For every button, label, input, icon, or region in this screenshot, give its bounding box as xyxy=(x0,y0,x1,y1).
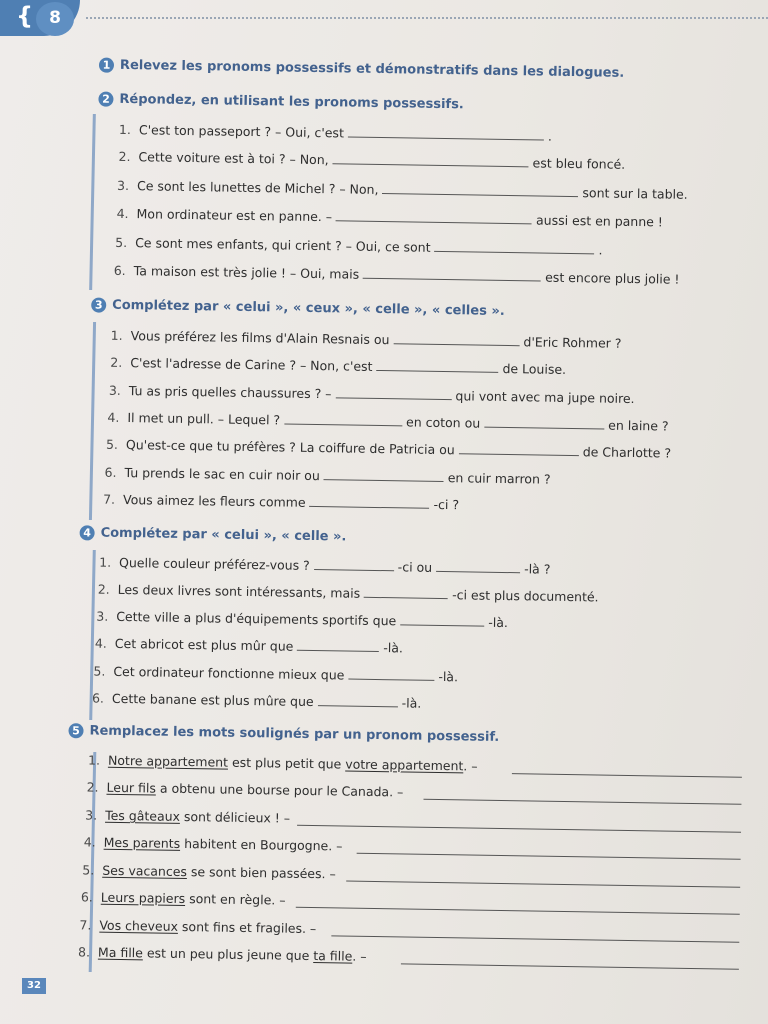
item-text: sont délicieux ! – xyxy=(179,808,291,826)
item-text: Cet abricot est plus mûr que xyxy=(114,635,294,654)
item-text: -ci ou xyxy=(397,559,433,575)
item-text: Cette ville a plus d'équipements sportifs que xyxy=(116,608,397,629)
item-text: est bleu foncé. xyxy=(532,155,626,172)
answer-blank[interactable] xyxy=(382,183,578,197)
underlined-words: Leur fils xyxy=(106,779,157,796)
item-text: en coton ou xyxy=(405,414,481,431)
item-text: Ce sont les lunettes de Michel ? – Non, xyxy=(136,178,379,197)
underlined-words: Tes gâteaux xyxy=(105,807,181,824)
item-text: . xyxy=(598,242,603,258)
item-text: Vous aimez les fleurs comme xyxy=(122,491,306,510)
exercise-item xyxy=(110,355,566,377)
answer-line[interactable] xyxy=(297,825,741,833)
answer-blank[interactable] xyxy=(297,640,379,652)
exercise-item xyxy=(111,328,622,351)
item-text: Quelle couleur préférez-vous ? xyxy=(118,554,310,573)
exercise-item xyxy=(82,862,336,881)
item-number: 2. xyxy=(110,354,123,370)
answer-line[interactable] xyxy=(401,963,739,969)
item-number: 3. xyxy=(96,608,109,624)
answer-blank[interactable] xyxy=(393,333,519,346)
underlined-words: Mes parents xyxy=(103,834,181,851)
item-number: 3. xyxy=(116,177,130,194)
item-text: . – xyxy=(352,948,367,964)
exercise-item xyxy=(103,492,459,513)
exercise-item xyxy=(107,410,668,434)
answer-blank[interactable] xyxy=(333,153,529,167)
item-text: Cette voiture est à toi ? – Non, xyxy=(138,149,329,168)
item-text: Tu as pris quelles chaussures ? – xyxy=(128,383,332,402)
item-number: 6. xyxy=(80,889,93,905)
answer-blank[interactable] xyxy=(324,469,444,482)
item-number: 7. xyxy=(103,491,116,507)
underlined-words: Ses vacances xyxy=(102,862,188,880)
exercise-item xyxy=(79,917,316,936)
item-number: 6. xyxy=(113,262,126,279)
exercise-number-badge: 2 xyxy=(98,92,113,107)
item-text: C'est ton passeport ? – Oui, c'est xyxy=(138,122,345,141)
item-text: habitent en Bourgogne. – xyxy=(180,835,343,854)
chapter-number: 8 xyxy=(36,2,74,36)
item-text: -ci est plus documenté. xyxy=(452,587,599,605)
exercise-instruction: Complétez par « celui », « celle ». xyxy=(100,525,347,545)
item-number: 5. xyxy=(105,436,119,452)
item-number: 2. xyxy=(86,779,99,795)
exercise-instruction: Remplacez les mots soulignés par un pronom possessif. xyxy=(89,723,500,745)
exercise-item xyxy=(109,383,635,406)
exercise-item xyxy=(106,437,671,461)
item-text: est encore plus jolie ! xyxy=(545,269,680,287)
item-number: 1. xyxy=(110,327,123,343)
item-text: Mon ordinateur est en panne. – xyxy=(136,206,333,225)
item-text: . – xyxy=(463,758,478,774)
answer-blank[interactable] xyxy=(318,695,398,707)
item-text: -là. xyxy=(401,695,422,711)
item-text: Ce sont mes enfants, qui crient ? – Oui, ce sont xyxy=(135,235,431,255)
item-number: 5. xyxy=(115,234,128,251)
item-text: sont en règle. – xyxy=(185,891,286,908)
item-number: 4. xyxy=(94,635,107,651)
answer-blank[interactable] xyxy=(314,559,394,571)
item-text: Vous préférez les films d'Alain Resnais ou xyxy=(130,328,390,348)
item-text: est un peu plus jeune que xyxy=(142,945,314,964)
chapter-bracket-icon: { xyxy=(16,2,34,30)
answer-blank[interactable] xyxy=(284,414,402,427)
item-number: 2. xyxy=(118,148,131,165)
item-text: aussi est en panne ! xyxy=(535,212,664,230)
exercise-item xyxy=(114,263,680,287)
exercise-item xyxy=(96,609,508,630)
item-number: 2. xyxy=(97,581,110,597)
exercise-instruction: Relevez les pronoms possessifs et démonstratifs dans les dialogues. xyxy=(119,57,625,81)
underlined-words: Notre appartement xyxy=(107,752,229,770)
underlined-words: ta fille xyxy=(313,948,353,964)
item-number: 5. xyxy=(93,663,106,679)
item-text: de Louise. xyxy=(502,360,567,377)
item-number: 7. xyxy=(79,917,92,933)
exercise-3-heading xyxy=(91,297,505,318)
answer-blank[interactable] xyxy=(364,587,448,599)
item-text: Les deux livres sont intéressants, mais xyxy=(117,581,361,601)
exercise-item xyxy=(81,889,286,907)
exercise-number-badge: 3 xyxy=(91,297,106,312)
answer-blank[interactable] xyxy=(335,387,451,400)
exercise-item xyxy=(115,235,603,258)
underlined-words: Ma fille xyxy=(97,944,144,961)
answer-blank[interactable] xyxy=(436,561,520,573)
exercise-item xyxy=(98,582,599,605)
item-text: sont fins et fragiles. – xyxy=(177,918,317,937)
exercise-item xyxy=(99,555,550,577)
exercise-item xyxy=(119,122,552,144)
answer-line[interactable] xyxy=(346,881,740,888)
exercise-4-heading xyxy=(80,525,347,544)
item-number: 3. xyxy=(85,807,98,823)
exercise-instruction: Répondez, en utilisant les pronoms possessifs. xyxy=(119,91,464,113)
item-text: en laine ? xyxy=(608,417,669,434)
item-number: 1. xyxy=(87,752,101,768)
item-number: 3. xyxy=(108,382,121,398)
answer-line[interactable] xyxy=(331,935,739,942)
exercise-item xyxy=(95,636,403,656)
item-text: -là. xyxy=(383,640,404,656)
item-number: 1. xyxy=(118,121,132,138)
answer-blank[interactable] xyxy=(348,126,544,140)
item-number: 1. xyxy=(99,554,112,570)
item-number: 8. xyxy=(77,944,91,960)
exercise-item xyxy=(117,206,663,230)
answer-blank[interactable] xyxy=(484,417,604,430)
exercise-item xyxy=(118,149,625,172)
exercise-number-badge: 1 xyxy=(99,58,114,73)
exercise-instruction: Complétez par « celui », « ceux », « celle », « celles ». xyxy=(112,297,505,319)
item-text: Cet ordinateur fonctionne mieux que xyxy=(113,663,345,683)
item-text: Ta maison est très jolie ! – Oui, mais xyxy=(133,263,360,282)
item-text: Cette banane est plus mûre que xyxy=(111,690,314,710)
answer-blank[interactable] xyxy=(310,496,430,509)
exercise-item xyxy=(85,807,290,825)
item-text: sont sur la table. xyxy=(582,185,688,202)
item-text: -là. xyxy=(438,668,459,685)
item-text: . xyxy=(547,128,552,144)
answer-blank[interactable] xyxy=(376,360,498,373)
item-number: 4. xyxy=(83,834,96,850)
item-text: Il met un pull. – Lequel ? xyxy=(127,410,281,428)
exercise-item xyxy=(88,752,478,773)
item-text: Qu'est-ce que tu préfères ? La coiffure de Patricia ou xyxy=(125,437,455,458)
item-text: qui vont avec ma jupe noire. xyxy=(455,388,635,407)
answer-line[interactable] xyxy=(423,799,741,805)
exercise-2-heading xyxy=(98,92,464,113)
answer-line[interactable] xyxy=(296,907,740,915)
underlined-words: Leurs papiers xyxy=(100,889,186,907)
underlined-words: votre appartement xyxy=(345,756,464,774)
answer-blank[interactable] xyxy=(435,241,595,255)
exercise-item xyxy=(93,664,458,685)
item-text: C'est l'adresse de Carine ? – Non, c'est xyxy=(130,355,373,374)
exercise-item xyxy=(78,944,367,964)
item-text: d'Eric Rohmer ? xyxy=(523,334,622,351)
page-number: 32 xyxy=(22,978,46,994)
answer-blank[interactable] xyxy=(348,669,434,681)
answer-line[interactable] xyxy=(512,773,742,778)
item-text: Tu prends le sac en cuir noir ou xyxy=(124,465,320,484)
exercise-5-heading xyxy=(68,723,499,745)
item-text: de Charlotte ? xyxy=(582,444,672,461)
item-text: -là ? xyxy=(524,561,551,577)
answer-blank[interactable] xyxy=(400,614,484,626)
exercise-item xyxy=(84,834,343,853)
exercise-item xyxy=(92,691,421,711)
item-number: 4. xyxy=(107,409,120,425)
item-text: -ci ? xyxy=(433,496,460,513)
underlined-words: Vos cheveux xyxy=(99,917,179,934)
item-text: en cuir marron ? xyxy=(447,470,551,487)
exercise-number-badge: 5 xyxy=(68,723,83,738)
exercise-item xyxy=(104,465,550,487)
item-text: a obtenu une bourse pour le Canada. – xyxy=(155,780,404,800)
answer-blank[interactable] xyxy=(459,443,579,456)
answer-blank[interactable] xyxy=(336,210,532,224)
item-number: 6. xyxy=(104,464,117,480)
item-text: se sont bien passées. – xyxy=(186,864,336,882)
exercise-1-heading xyxy=(99,58,624,81)
item-text: est plus petit que xyxy=(227,754,346,772)
item-number: 4. xyxy=(116,205,129,222)
exercise-item xyxy=(117,178,688,202)
item-number: 5. xyxy=(82,862,95,878)
exercise-item xyxy=(87,779,404,799)
answer-blank[interactable] xyxy=(363,268,541,282)
exercise-number-badge: 4 xyxy=(80,525,95,540)
item-text: -là. xyxy=(488,614,509,631)
item-number: 6. xyxy=(91,690,105,706)
answer-line[interactable] xyxy=(357,853,741,860)
